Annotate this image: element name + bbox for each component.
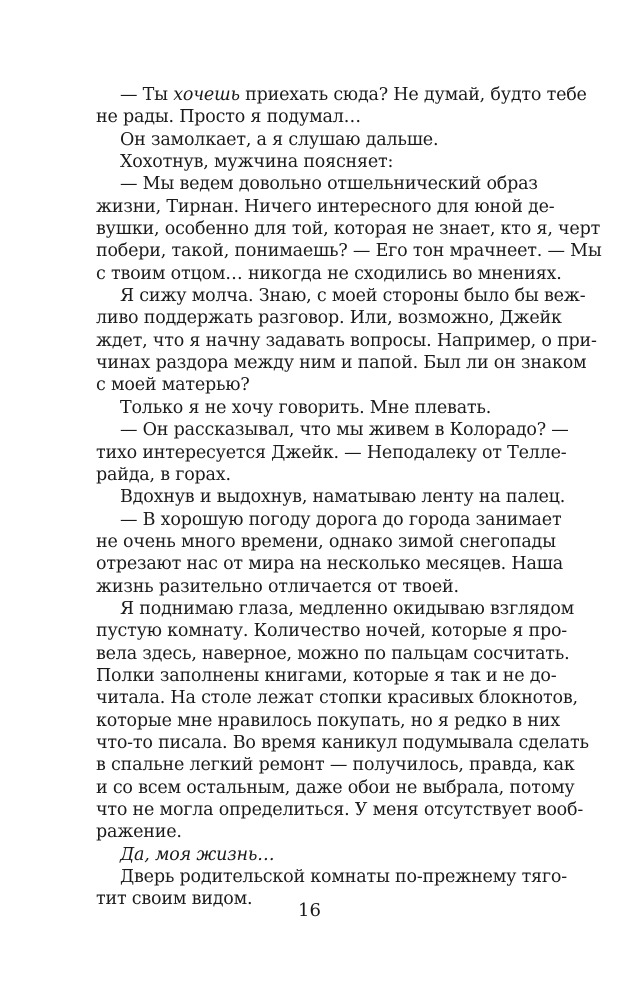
text-line: Я поднимаю глаза, медленно окидываю взглядом bbox=[120, 598, 575, 619]
text-line: с моей матерью? bbox=[96, 375, 250, 396]
text-line: ливо поддержать разговор. Или, возможно, Джейк bbox=[96, 308, 562, 329]
text-line: чинах раздора между ним и папой. Был ли он знаком bbox=[96, 353, 587, 374]
page-number: 16 bbox=[298, 900, 321, 921]
text-line: вела здесь, наверное, можно по пальцам сосчитать. bbox=[96, 643, 570, 664]
text-line: с твоим отцом… никогда не сходились во мнениях. bbox=[96, 263, 562, 284]
body-text bbox=[96, 84, 602, 911]
text-line: Он замолкает, а я слушаю дальше. bbox=[120, 129, 439, 150]
text-line: райда, в горах. bbox=[96, 464, 231, 485]
text-line: не очень много времени, однако зимой снегопады bbox=[96, 531, 556, 552]
text-line: Только я не хочу говорить. Мне плевать. bbox=[120, 397, 492, 418]
text-line: жизни, Тирнан. Ничего интересного для юной де- bbox=[96, 196, 555, 217]
text-line: и со всем остальным, даже обои не выбрала, потому bbox=[96, 777, 575, 798]
text-line: — Мы ведем довольно отшельнический образ bbox=[120, 174, 538, 195]
text-line: вушки, особенно для той, которая не знает, кто я, черт bbox=[96, 219, 601, 240]
text-line: что не могла определиться. У меня отсутствует вооб- bbox=[96, 800, 584, 820]
text-line: — Ты хочешь приехать сюда? Не думай, будто тебе bbox=[120, 85, 587, 105]
text-line: Дверь родительской комнаты по-прежнему тяго- bbox=[120, 867, 567, 888]
text-line: что-то писала. Во время каникул подумывала сделать bbox=[96, 732, 589, 753]
text-line: жизнь разительно отличается от твоей. bbox=[96, 576, 459, 597]
text-line: тихо интересуется Джейк. — Неподалеку от Телле- bbox=[96, 442, 567, 463]
text-line: пустую комнату. Количество ночей, которые я про- bbox=[96, 621, 568, 642]
text-line: Я сижу молча. Знаю, с моей стороны было бы веж- bbox=[120, 286, 586, 307]
text-line: которые мне нравилось покупать, но я редко в них bbox=[96, 710, 560, 731]
text-line: Хохотнув, мужчина поясняет: bbox=[120, 152, 394, 173]
text-line: — Он рассказывал, что мы живем в Колорадо? — bbox=[120, 420, 569, 441]
text-line: Полки заполнены книгами, которые я так и не до- bbox=[96, 665, 557, 686]
text-line: отрезают нас от мира на несколько месяцев. Наша bbox=[96, 554, 563, 575]
text-line: в спальне легкий ремонт — получилось, правда, как bbox=[96, 755, 575, 776]
text-line: не рады. Просто я подумал… bbox=[96, 107, 361, 128]
text-line: ражение. bbox=[96, 822, 182, 843]
text-line: ждет, что я начну задавать вопросы. Например, о при- bbox=[96, 330, 597, 351]
text-line: Да, моя жизнь… bbox=[120, 844, 275, 865]
text-line: побери, такой, понимаешь? — Его тон мрачнеет. — Мы bbox=[96, 241, 602, 262]
text-line: читала. На столе лежат стопки красивых блокнотов, bbox=[96, 688, 578, 709]
text-line: тит своим видом. bbox=[96, 889, 253, 910]
text-line: — В хорошую погоду дорога до города занимает bbox=[120, 509, 562, 530]
text-line: Вдохнув и выдохнув, наматываю ленту на палец. bbox=[120, 487, 566, 508]
